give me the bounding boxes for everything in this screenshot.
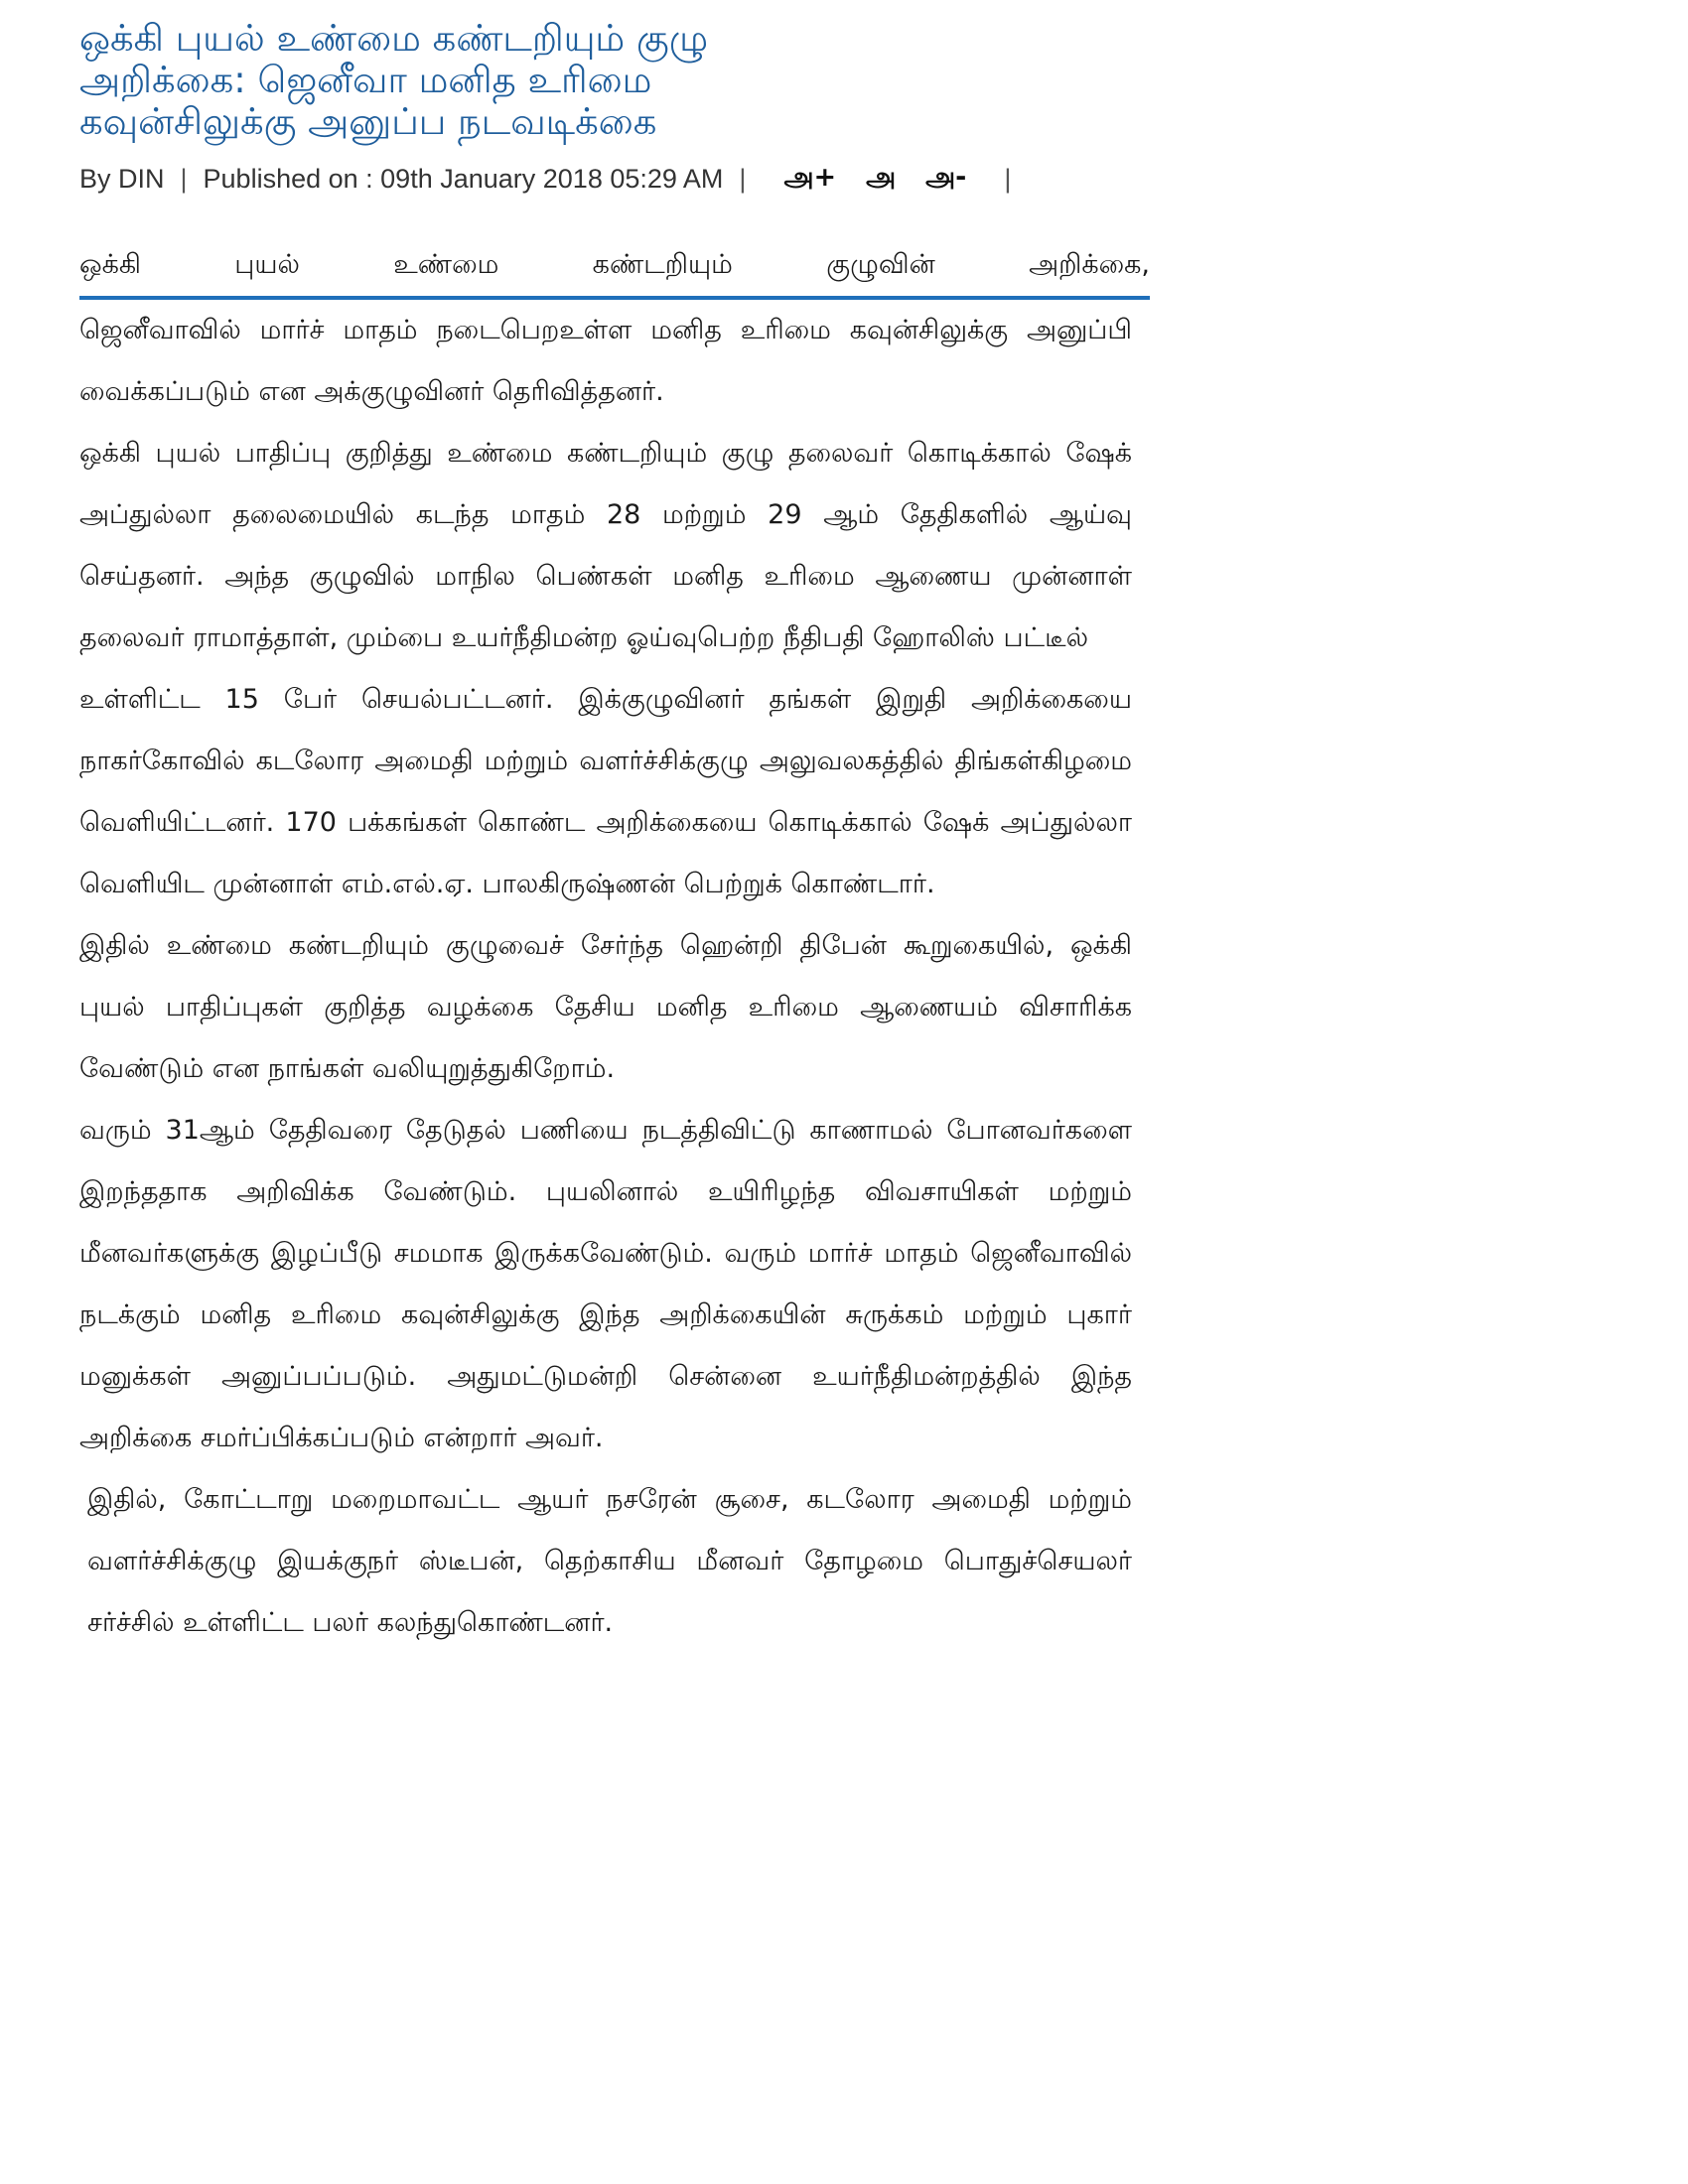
meta-separator: | <box>739 163 747 194</box>
meta-separator: | <box>180 163 188 194</box>
paragraph-4: இதில் உண்மை கண்டறியும் குழுவைச் சேர்ந்த ஹென்றி திபேன் கூறுகையில், ஒக்கி புயல் பாதிப்புகள் குறித்த வழக்கை தேசிய மனித உரிமை ஆணையம் விசாரிக்க வேண்டும் என நாங்கள் வலியுறுத்துகிறோம். <box>79 930 1132 1084</box>
font-decrease-button[interactable]: அ- <box>925 161 967 193</box>
paragraph-6: இதில், கோட்டாறு மறைமாவட்ட ஆயர் நசரேன் சூசை, கடலோர அமைதி மற்றும் வளர்ச்சிக்குழு இயக்குநர் ஸ்டீபன், தெற்காசிய மீனவர் தோழமை பொதுச்செயலர் சர்ச்சில் உள்ளிட்ட பலர் கலந்துகொண்டனர். <box>87 1484 1132 1638</box>
headline-line-3: கவுன்சிலுக்கு அனுப்ப நடவடிக்கை <box>79 100 657 143</box>
font-increase-button[interactable]: அ+ <box>783 161 837 193</box>
article-page <box>79 17 1150 1654</box>
paragraph-5: வரும் 31ஆம் தேதிவரை தேடுதல் பணியை நடத்திவிட்டு காணாமல் போனவர்களை இறந்ததாக அறிவிக்க வேண்டும். புயலினால் உயிரிழந்த விவசாயிகள் மற்றும் மீனவர்களுக்கு இழப்பீடு சமமாக இருக்கவேண்டும். வரும் மார்ச் மாதம் ஜெனீவாவில் நடக்கும் மனித உரிமை கவுன்சிலுக்கு இந்த அறிக்கையின் சுருக்கம் மற்றும் புகார் மனுக்கள் அனுப்பப்படும். அதுமட்டுமன்றி சென்னை உயர்நீதிமன்றத்தில் இந்த அறிக்கை சமர்ப்பிக்கப்படும் என்றார் அவர். <box>79 1115 1132 1453</box>
lead-line-underlined <box>79 234 1150 300</box>
paragraph-1: ஜெனீவாவில் மார்ச் மாதம் நடைபெறஉள்ள மனித உரிமை கவுன்சிலுக்கு அனுப்பி வைக்கப்படும் என அக்குழுவினர் தெரிவித்தனர். <box>79 315 1132 407</box>
font-normal-button[interactable]: அ <box>866 161 897 193</box>
meta-separator: | <box>1004 163 1012 194</box>
paragraph-2: ஒக்கி புயல் பாதிப்பு குறித்து உண்மை கண்டறியும் குழு தலைவர் கொடிக்கால் ஷேக் அப்துல்லா தலைமையில் கடந்த மாதம் 28 மற்றும் 29 ஆம் தேதிகளில் ஆய்வு செய்தனர். அந்த குழுவில் மாநில பெண்கள் மனித உரிமை ஆணைய முன்னாள் தலைவர் ராமாத்தாள், மும்பை உயர்நீதிமன்ற ஓய்வுபெற்ற நீதிபதி ஹோலிஸ் பட்டீல் <box>79 438 1132 653</box>
headline-line-2: அறிக்கை: ஜெனீவா மனித உரிமை <box>79 59 652 101</box>
lead-line: ஒக்கி புயல் உண்மை கண்டறியும் குழுவின் அறிக்கை, <box>79 249 1150 280</box>
byline: By DIN <box>79 163 165 194</box>
article-body <box>79 234 1150 1654</box>
article-headline <box>79 18 1132 143</box>
article-meta <box>79 159 1132 199</box>
paragraph-3: உள்ளிட்ட 15 பேர் செயல்பட்டனர். இக்குழுவினர் தங்கள் இறுதி அறிக்கையை நாகர்கோவில் கடலோர அமைதி மற்றும் வளர்ச்சிக்குழு அலுவலகத்தில் திங்கள்கிழமை வெளியிட்டனர். 170 பக்கங்கள் கொண்ட அறிக்கையை கொடிக்கால் ஷேக் அப்துல்லா வெளியிட முன்னாள் எம்.எல்.ஏ. பாலகிருஷ்ணன் பெற்றுக் கொண்டார். <box>79 684 1132 899</box>
headline-line-1: ஒக்கி புயல் உண்மை கண்டறியும் குழு <box>79 17 709 60</box>
published-date: Published on : 09th January 2018 05:29 AM <box>203 163 724 194</box>
